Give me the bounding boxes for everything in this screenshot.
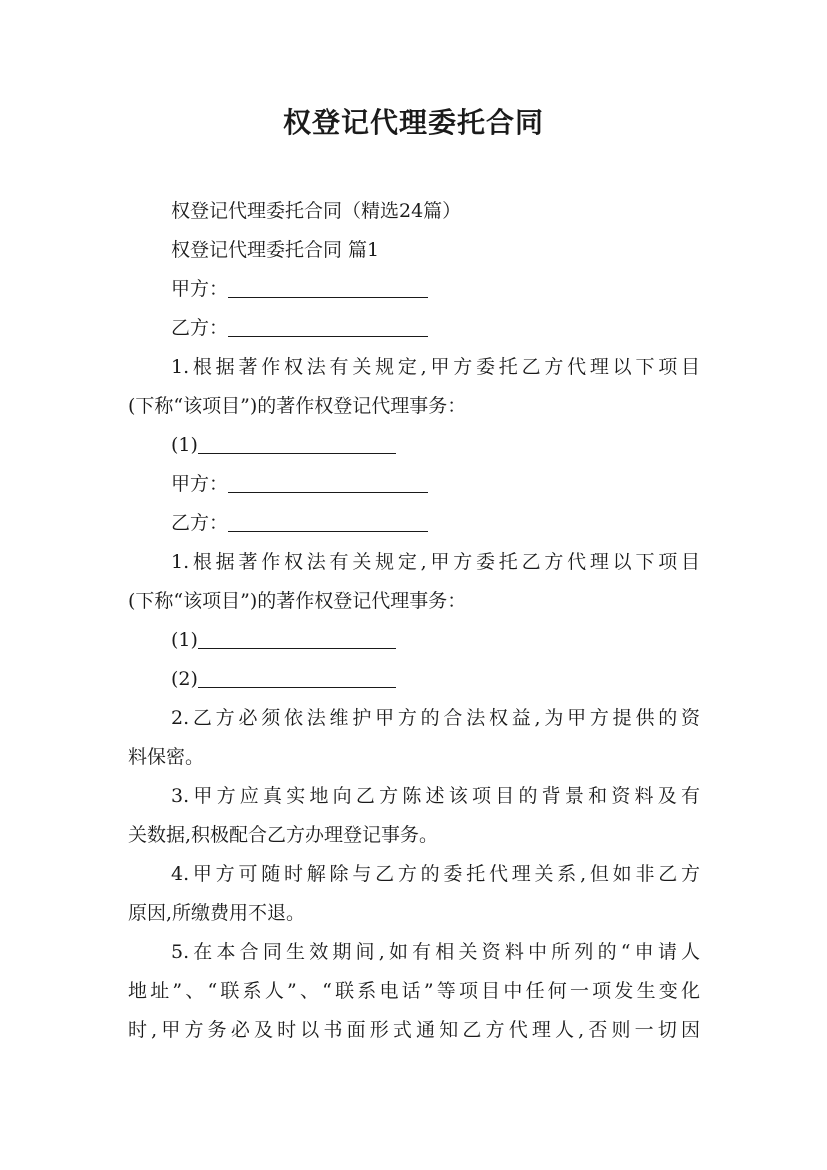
item-1-label: (1) (171, 434, 198, 456)
party-a-blank (228, 277, 428, 298)
clause-1-line-1: 1.根据著作权法有关规定,甲方委托乙方代理以下项目 (171, 356, 700, 378)
clause-1-line-2: (下称“该项目”)的著作权登记代理事务： (128, 395, 467, 417)
party-b-line (128, 309, 700, 348)
clause-2-line-1: 2.乙方必须依法维护甲方的合法权益,为甲方提供的资 (171, 707, 700, 729)
party-b-blank (228, 511, 428, 532)
clause-2-line-2: 料保密。 (128, 746, 205, 768)
party-b-label: 乙方： (171, 317, 229, 339)
party-a-blank (228, 472, 428, 493)
party-a-line (128, 270, 700, 309)
clause-1-repeat-line-1: 1.根据著作权法有关规定,甲方委托乙方代理以下项目 (171, 551, 700, 573)
section-heading: 权登记代理委托合同 篇1 (171, 239, 380, 261)
party-b-label: 乙方： (171, 512, 229, 534)
clause-4-line-1: 4.甲方可随时解除与乙方的委托代理关系,但如非乙方 (171, 863, 700, 885)
item-1-blank-line (128, 426, 700, 465)
party-b-blank (228, 316, 428, 337)
clause-4-line-2: 原因,所缴费用不退。 (128, 902, 306, 924)
party-a-line-repeat (128, 465, 700, 504)
intro-line: 权登记代理委托合同（精选24篇） (171, 200, 462, 222)
document-body (128, 192, 700, 1050)
item-2-label: (2) (171, 668, 198, 690)
clause-5-line-1: 5.在本合同生效期间,如有相关资料中所列的“申请人 (171, 941, 700, 963)
clause-3-line-1: 3.甲方应真实地向乙方陈述该项目的背景和资料及有 (171, 785, 700, 807)
clause-3-line-2: 关数据,积极配合乙方办理登记事务。 (128, 824, 439, 846)
clause-1-repeat-line-2: (下称“该项目”)的著作权登记代理事务： (128, 590, 467, 612)
item-2-blank-line (128, 660, 700, 699)
party-b-line-repeat (128, 504, 700, 543)
item-1-blank (198, 628, 396, 649)
document-title: 权登记代理委托合同 (282, 106, 544, 139)
party-a-label: 甲方： (171, 278, 229, 300)
item-2-blank (198, 667, 396, 688)
item-1-blank (198, 433, 396, 454)
clause-5-line-2: 地址”、“联系人”、“联系电话”等项目中任何一项发生变化 (128, 980, 700, 1002)
item-1-blank-line-repeat (128, 621, 700, 660)
clause-5-line-3: 时,甲方务必及时以书面形式通知乙方代理人,否则一切因 (128, 1019, 700, 1041)
item-1-label: (1) (171, 629, 198, 651)
party-a-label: 甲方： (171, 473, 229, 495)
